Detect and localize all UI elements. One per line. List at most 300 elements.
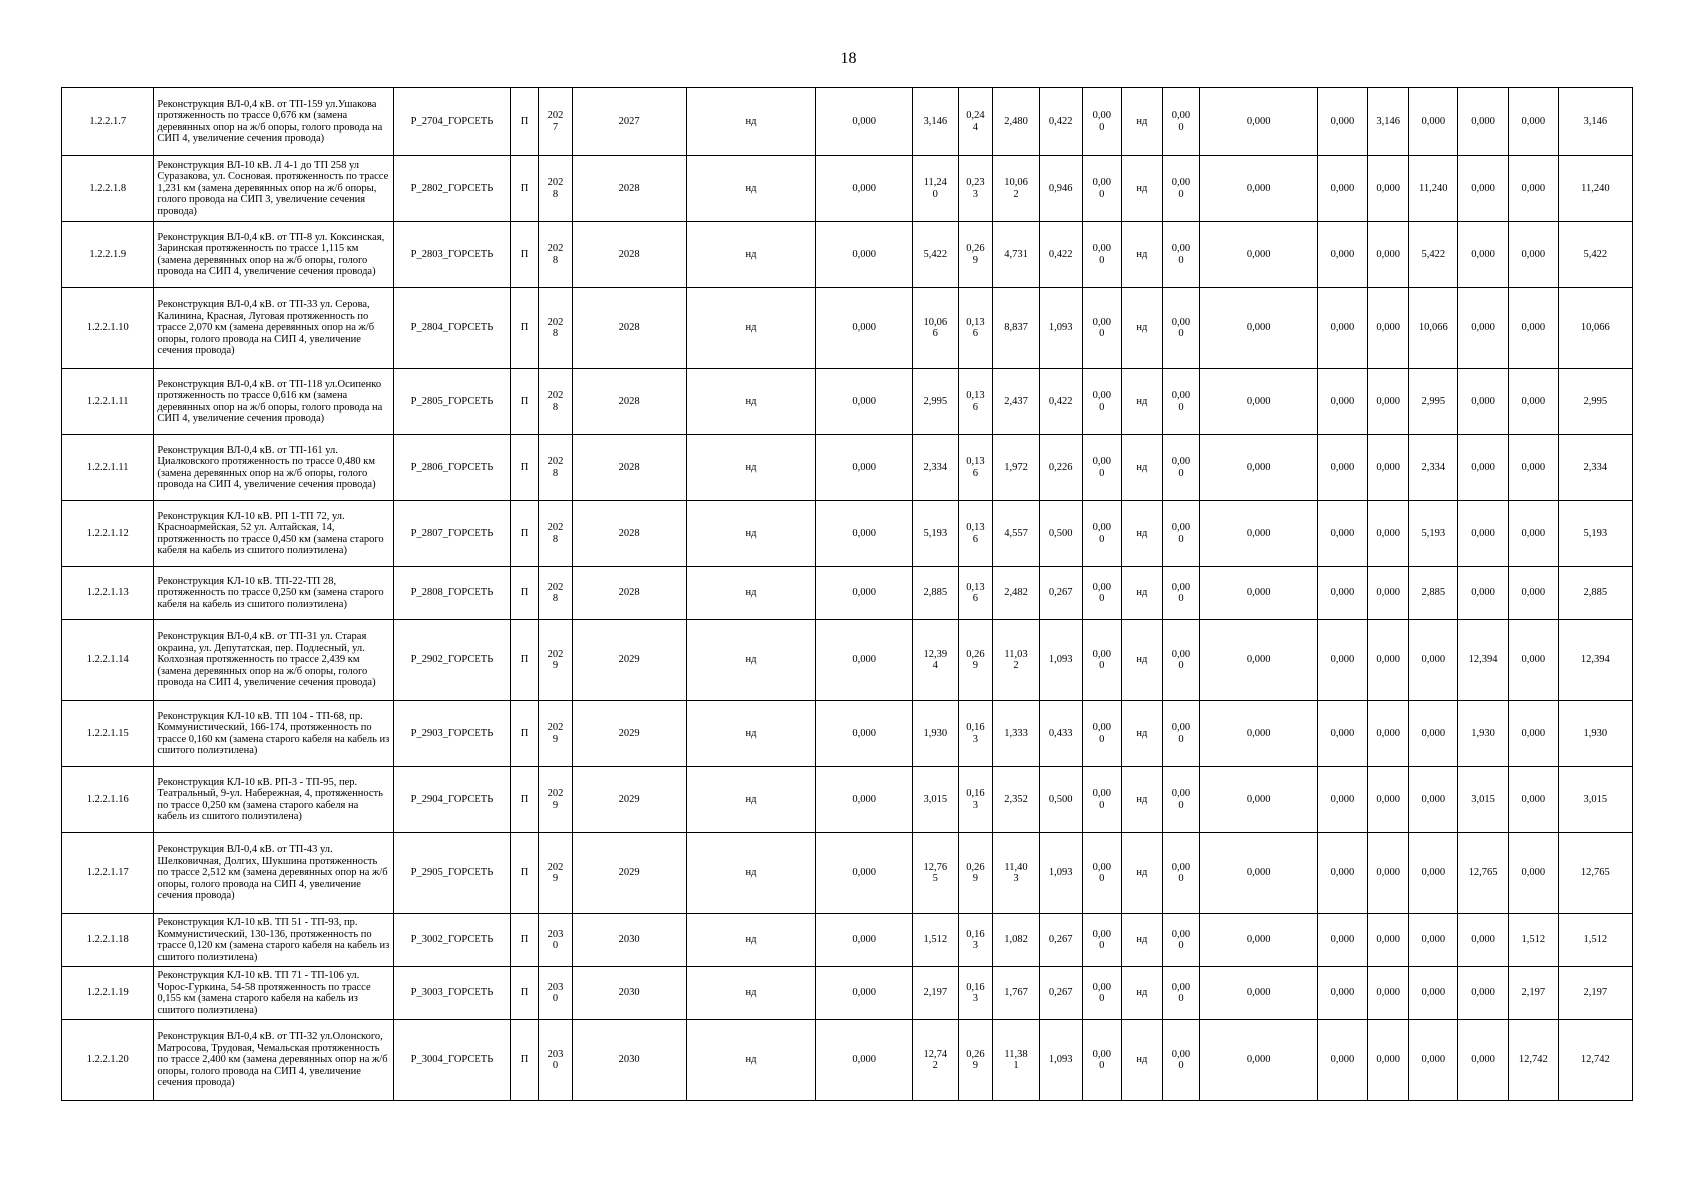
description-cell: Реконструкция ВЛ-0,4 кВ. от ТП-8 ул. Коксинская, Заринская протяженность по трассе 1,115 км (замена деревянных опор на ж/б опоры, голого провода на СИП 4, увеличение сечения провода) <box>154 222 394 288</box>
value-cell: 0,000 <box>1200 501 1318 567</box>
year-cell: 2028 <box>572 501 686 567</box>
value-cell: 11,03 2 <box>993 620 1040 701</box>
value-cell: 2,885 <box>1558 567 1632 620</box>
nd-cell: нд <box>1122 701 1163 767</box>
value-cell: 0,000 <box>1318 567 1368 620</box>
description-cell: Реконструкция КЛ-10 кВ. ТП 51 - ТП-93, пр. Коммунистический, 130-136, протяженность по трассе 0,120 км (замена старого кабеля на кабель из сшитого полиэтилена) <box>154 914 394 967</box>
value-cell: 0,00 0 <box>1162 620 1200 701</box>
value-cell: 1,093 <box>1039 833 1082 914</box>
value-cell: 0,000 <box>1508 88 1558 156</box>
description-cell: Реконструкция КЛ-10 кВ. ТП-22-ТП 28, протяженность по трассе 0,250 км (замена старого кабеля на кабель из сшитого полиэтилена) <box>154 567 394 620</box>
nd-cell: нд <box>1122 620 1163 701</box>
investment-table <box>61 87 1633 1101</box>
value-cell: 0,000 <box>1508 369 1558 435</box>
table-row <box>62 967 1633 1020</box>
description-cell: Реконструкция КЛ-10 кВ. РП 1-ТП 72, ул. Красноармейская, 52 ул. Алтайская, 14, протяженность по трассе 0,450 км (замена старого кабеля на кабель из сшитого полиэтилена) <box>154 501 394 567</box>
year-cell: 2028 <box>572 567 686 620</box>
table-row <box>62 567 1633 620</box>
year-cell: 202 9 <box>539 767 573 833</box>
description-cell: Реконструкция ВЛ-0,4 кВ. от ТП-161 ул. Циалковского протяженность по трассе 0,480 км (замена деревянных опор на ж/б опоры, голого провода на СИП 4, увеличение сечения провода) <box>154 435 394 501</box>
value-cell: 1,972 <box>993 435 1040 501</box>
status-cell: П <box>510 1020 538 1101</box>
status-cell: П <box>510 88 538 156</box>
value-cell: 0,000 <box>1458 967 1509 1020</box>
item-number-cell: 1.2.2.1.10 <box>62 288 154 369</box>
value-cell: 0,000 <box>816 567 912 620</box>
value-cell: 1,333 <box>993 701 1040 767</box>
value-cell: 0,16 3 <box>958 701 993 767</box>
value-cell: 2,885 <box>912 567 958 620</box>
status-cell: П <box>510 967 538 1020</box>
value-cell: 0,00 0 <box>1162 767 1200 833</box>
project-code-cell: P_2903_ГОРСЕТЬ <box>394 701 511 767</box>
value-cell: 0,000 <box>1318 156 1368 222</box>
nd-cell: нд <box>686 435 816 501</box>
item-number-cell: 1.2.2.1.13 <box>62 567 154 620</box>
value-cell: 0,000 <box>1409 88 1458 156</box>
table-row <box>62 620 1633 701</box>
value-cell: 0,000 <box>816 369 912 435</box>
table-row <box>62 222 1633 288</box>
value-cell: 0,000 <box>1318 288 1368 369</box>
item-number-cell: 1.2.2.1.7 <box>62 88 154 156</box>
value-cell: 0,000 <box>1367 288 1409 369</box>
nd-cell: нд <box>686 833 816 914</box>
value-cell: 0,000 <box>1409 833 1458 914</box>
description-cell: Реконструкция КЛ-10 кВ. ТП 104 - ТП-68, пр. Коммунистический, 166-174, протяженность по трассе 0,160 км (замена старого кабеля на кабель из сшитого полиэтилена) <box>154 701 394 767</box>
value-cell: 0,00 0 <box>1082 914 1122 967</box>
value-cell: 0,000 <box>816 620 912 701</box>
status-cell: П <box>510 567 538 620</box>
value-cell: 1,512 <box>912 914 958 967</box>
project-code-cell: P_2804_ГОРСЕТЬ <box>394 288 511 369</box>
value-cell: 0,000 <box>1318 914 1368 967</box>
value-cell: 10,06 6 <box>912 288 958 369</box>
value-cell: 0,000 <box>1367 767 1409 833</box>
value-cell: 0,433 <box>1039 701 1082 767</box>
value-cell: 0,000 <box>816 88 912 156</box>
value-cell: 0,00 0 <box>1082 1020 1122 1101</box>
nd-cell: нд <box>686 88 816 156</box>
nd-cell: нд <box>1122 288 1163 369</box>
value-cell: 0,000 <box>1367 369 1409 435</box>
description-cell: Реконструкция ВЛ-0,4 кВ. от ТП-159 ул.Ушакова протяженность по трассе 0,676 км (замена деревянных опор на ж/б опоры, голого провода на СИП 4, увеличение сечения провода) <box>154 88 394 156</box>
value-cell: 0,000 <box>1508 435 1558 501</box>
value-cell: 0,000 <box>816 914 912 967</box>
value-cell: 0,00 0 <box>1162 701 1200 767</box>
value-cell: 2,482 <box>993 567 1040 620</box>
value-cell: 5,193 <box>1409 501 1458 567</box>
value-cell: 0,000 <box>1200 914 1318 967</box>
nd-cell: нд <box>1122 967 1163 1020</box>
value-cell: 0,00 0 <box>1082 435 1122 501</box>
year-cell: 202 8 <box>539 567 573 620</box>
table-row <box>62 435 1633 501</box>
value-cell: 0,000 <box>816 222 912 288</box>
value-cell: 0,00 0 <box>1082 501 1122 567</box>
year-cell: 2028 <box>572 435 686 501</box>
value-cell: 0,000 <box>1409 914 1458 967</box>
value-cell: 4,731 <box>993 222 1040 288</box>
value-cell: 3,015 <box>912 767 958 833</box>
nd-cell: нд <box>1122 1020 1163 1101</box>
value-cell: 0,000 <box>1458 501 1509 567</box>
value-cell: 11,240 <box>1409 156 1458 222</box>
year-cell: 202 8 <box>539 501 573 567</box>
value-cell: 0,000 <box>1318 767 1368 833</box>
value-cell: 1,082 <box>993 914 1040 967</box>
value-cell: 0,000 <box>1409 967 1458 1020</box>
table-row <box>62 288 1633 369</box>
value-cell: 0,000 <box>1508 567 1558 620</box>
value-cell: 0,000 <box>1318 501 1368 567</box>
value-cell: 2,197 <box>912 967 958 1020</box>
value-cell: 0,000 <box>1367 620 1409 701</box>
value-cell: 0,946 <box>1039 156 1082 222</box>
table-row <box>62 701 1633 767</box>
value-cell: 5,422 <box>912 222 958 288</box>
value-cell: 0,00 0 <box>1162 833 1200 914</box>
description-cell: Реконструкция ВЛ-0,4 кВ. от ТП-33 ул. Серова, Калинина, Красная, Луговая протяженность по трассе 2,070 км (замена деревянных опор на ж/б опоры, голого провода на СИП 4, увеличение сечения провода) <box>154 288 394 369</box>
year-cell: 2030 <box>572 1020 686 1101</box>
value-cell: 12,74 2 <box>912 1020 958 1101</box>
nd-cell: нд <box>686 288 816 369</box>
value-cell: 0,000 <box>816 701 912 767</box>
value-cell: 0,00 0 <box>1162 501 1200 567</box>
nd-cell: нд <box>686 369 816 435</box>
value-cell: 11,24 0 <box>912 156 958 222</box>
value-cell: 0,000 <box>1409 767 1458 833</box>
item-number-cell: 1.2.2.1.15 <box>62 701 154 767</box>
value-cell: 0,000 <box>816 1020 912 1101</box>
year-cell: 2029 <box>572 620 686 701</box>
status-cell: П <box>510 767 538 833</box>
project-code-cell: P_2805_ГОРСЕТЬ <box>394 369 511 435</box>
value-cell: 0,16 3 <box>958 914 993 967</box>
nd-cell: нд <box>686 567 816 620</box>
item-number-cell: 1.2.2.1.19 <box>62 967 154 1020</box>
value-cell: 0,00 0 <box>1162 222 1200 288</box>
project-code-cell: P_3003_ГОРСЕТЬ <box>394 967 511 1020</box>
value-cell: 1,093 <box>1039 288 1082 369</box>
value-cell: 12,394 <box>1558 620 1632 701</box>
status-cell: П <box>510 156 538 222</box>
value-cell: 11,240 <box>1558 156 1632 222</box>
value-cell: 2,197 <box>1508 967 1558 1020</box>
year-cell: 2028 <box>572 222 686 288</box>
value-cell: 0,000 <box>1508 222 1558 288</box>
value-cell: 1,512 <box>1508 914 1558 967</box>
value-cell: 3,146 <box>1367 88 1409 156</box>
description-cell: Реконструкция КЛ-10 кВ. ТП 71 - ТП-106 ул. Чорос-Гуркина, 54-58 протяженность по трассе 0,155 км (замена старого кабеля на кабель из сшитого полиэтилена) <box>154 967 394 1020</box>
value-cell: 0,000 <box>1508 767 1558 833</box>
project-code-cell: P_3002_ГОРСЕТЬ <box>394 914 511 967</box>
project-code-cell: P_2803_ГОРСЕТЬ <box>394 222 511 288</box>
value-cell: 0,26 9 <box>958 620 993 701</box>
value-cell: 2,885 <box>1409 567 1458 620</box>
value-cell: 0,00 0 <box>1162 967 1200 1020</box>
value-cell: 0,000 <box>1200 156 1318 222</box>
value-cell: 0,00 0 <box>1082 222 1122 288</box>
value-cell: 0,000 <box>816 833 912 914</box>
table-row <box>62 501 1633 567</box>
value-cell: 1,930 <box>1558 701 1632 767</box>
item-number-cell: 1.2.2.1.11 <box>62 435 154 501</box>
value-cell: 0,000 <box>1367 701 1409 767</box>
value-cell: 3,146 <box>912 88 958 156</box>
nd-cell: нд <box>686 156 816 222</box>
status-cell: П <box>510 701 538 767</box>
value-cell: 0,13 6 <box>958 435 993 501</box>
nd-cell: нд <box>1122 914 1163 967</box>
value-cell: 0,000 <box>816 501 912 567</box>
value-cell: 2,995 <box>1409 369 1458 435</box>
value-cell: 11,40 3 <box>993 833 1040 914</box>
value-cell: 0,000 <box>1318 1020 1368 1101</box>
project-code-cell: P_2904_ГОРСЕТЬ <box>394 767 511 833</box>
value-cell: 5,422 <box>1558 222 1632 288</box>
value-cell: 0,422 <box>1039 369 1082 435</box>
value-cell: 0,26 9 <box>958 222 993 288</box>
value-cell: 12,742 <box>1508 1020 1558 1101</box>
year-cell: 202 8 <box>539 435 573 501</box>
value-cell: 0,000 <box>1200 967 1318 1020</box>
value-cell: 0,000 <box>1318 967 1368 1020</box>
value-cell: 0,000 <box>1458 914 1509 967</box>
value-cell: 0,000 <box>1508 288 1558 369</box>
value-cell: 1,093 <box>1039 620 1082 701</box>
item-number-cell: 1.2.2.1.14 <box>62 620 154 701</box>
nd-cell: нд <box>1122 435 1163 501</box>
value-cell: 0,000 <box>1318 833 1368 914</box>
value-cell: 0,000 <box>1200 435 1318 501</box>
description-cell: Реконструкция ВЛ-10 кВ. Л 4-1 до ТП 258 ул Суразакова, ул. Сосновая. протяженность по трассе 1,231 км (замена деревянных опор на ж/б опоры, голого провода на СИП 3, увеличение сечения провода) <box>154 156 394 222</box>
value-cell: 2,995 <box>912 369 958 435</box>
value-cell: 2,197 <box>1558 967 1632 1020</box>
year-cell: 203 0 <box>539 967 573 1020</box>
description-cell: Реконструкция ВЛ-0,4 кВ. от ТП-32 ул.Олонского, Матросова, Трудовая, Чемальская протяженность по трассе 2,400 км (замена деревянных опор на ж/б опоры, голого провода на СИП 4, увеличение сечения провода) <box>154 1020 394 1101</box>
value-cell: 0,00 0 <box>1082 967 1122 1020</box>
value-cell: 0,00 0 <box>1162 435 1200 501</box>
value-cell: 0,23 3 <box>958 156 993 222</box>
value-cell: 0,000 <box>816 288 912 369</box>
table-row <box>62 369 1633 435</box>
year-cell: 202 8 <box>539 156 573 222</box>
nd-cell: нд <box>1122 767 1163 833</box>
value-cell: 12,742 <box>1558 1020 1632 1101</box>
value-cell: 0,000 <box>1200 767 1318 833</box>
value-cell: 0,000 <box>1367 567 1409 620</box>
year-cell: 203 0 <box>539 914 573 967</box>
value-cell: 0,000 <box>1318 435 1368 501</box>
value-cell: 0,000 <box>1508 701 1558 767</box>
value-cell: 12,394 <box>1458 620 1509 701</box>
value-cell: 2,437 <box>993 369 1040 435</box>
nd-cell: нд <box>686 914 816 967</box>
description-cell: Реконструкция ВЛ-0,4 кВ. от ТП-118 ул.Осипенко протяженность по трассе 0,616 км (замена деревянных опор на ж/б опоры, голого провода на СИП 4, увеличение сечения провода) <box>154 369 394 435</box>
value-cell: 0,000 <box>816 156 912 222</box>
year-cell: 202 8 <box>539 288 573 369</box>
value-cell: 1,512 <box>1558 914 1632 967</box>
year-cell: 2029 <box>572 767 686 833</box>
year-cell: 202 9 <box>539 701 573 767</box>
value-cell: 10,06 2 <box>993 156 1040 222</box>
value-cell: 0,000 <box>1318 222 1368 288</box>
status-cell: П <box>510 501 538 567</box>
nd-cell: нд <box>1122 88 1163 156</box>
value-cell: 0,000 <box>1458 222 1509 288</box>
table-row <box>62 833 1633 914</box>
page-number: 18 <box>840 50 857 67</box>
value-cell: 0,000 <box>1508 501 1558 567</box>
description-cell: Реконструкция КЛ-10 кВ. РП-3 - ТП-95, пер. Театральный, 9-ул. Набережная, 4, протяженность по трассе 0,250 км (замена старого кабеля на кабель из сшитого полиэтилена) <box>154 767 394 833</box>
value-cell: 0,000 <box>1318 88 1368 156</box>
value-cell: 12,39 4 <box>912 620 958 701</box>
value-cell: 0,267 <box>1039 914 1082 967</box>
value-cell: 5,193 <box>912 501 958 567</box>
value-cell: 12,765 <box>1558 833 1632 914</box>
nd-cell: нд <box>686 501 816 567</box>
value-cell: 0,000 <box>1458 567 1509 620</box>
item-number-cell: 1.2.2.1.12 <box>62 501 154 567</box>
value-cell: 0,00 0 <box>1162 288 1200 369</box>
value-cell: 0,000 <box>1367 156 1409 222</box>
value-cell: 0,13 6 <box>958 288 993 369</box>
value-cell: 0,13 6 <box>958 369 993 435</box>
value-cell: 0,000 <box>1458 288 1509 369</box>
value-cell: 10,066 <box>1409 288 1458 369</box>
table-row <box>62 914 1633 967</box>
value-cell: 0,00 0 <box>1082 701 1122 767</box>
value-cell: 12,76 5 <box>912 833 958 914</box>
value-cell: 0,13 6 <box>958 501 993 567</box>
year-cell: 2029 <box>572 833 686 914</box>
value-cell: 2,334 <box>1558 435 1632 501</box>
description-cell: Реконструкция ВЛ-0,4 кВ. от ТП-43 ул. Шелковичная, Долгих, Шукшина протяженность по трассе 2,512 км (замена деревянных опор на ж/б опоры, голого провода на СИП 4, увеличение сечения провода) <box>154 833 394 914</box>
value-cell: 0,16 3 <box>958 767 993 833</box>
value-cell: 2,334 <box>1409 435 1458 501</box>
value-cell: 0,00 0 <box>1162 156 1200 222</box>
value-cell: 0,000 <box>1200 288 1318 369</box>
nd-cell: нд <box>1122 567 1163 620</box>
value-cell: 0,000 <box>1367 967 1409 1020</box>
value-cell: 1,093 <box>1039 1020 1082 1101</box>
nd-cell: нд <box>686 967 816 1020</box>
value-cell: 0,13 6 <box>958 567 993 620</box>
year-cell: 202 8 <box>539 369 573 435</box>
value-cell: 8,837 <box>993 288 1040 369</box>
status-cell: П <box>510 620 538 701</box>
item-number-cell: 1.2.2.1.8 <box>62 156 154 222</box>
value-cell: 5,193 <box>1558 501 1632 567</box>
item-number-cell: 1.2.2.1.17 <box>62 833 154 914</box>
value-cell: 0,000 <box>1318 701 1368 767</box>
value-cell: 0,24 4 <box>958 88 993 156</box>
value-cell: 0,000 <box>1367 1020 1409 1101</box>
value-cell: 0,000 <box>816 767 912 833</box>
value-cell: 5,422 <box>1409 222 1458 288</box>
value-cell: 0,226 <box>1039 435 1082 501</box>
project-code-cell: P_2802_ГОРСЕТЬ <box>394 156 511 222</box>
value-cell: 12,765 <box>1458 833 1509 914</box>
year-cell: 2030 <box>572 967 686 1020</box>
nd-cell: нд <box>1122 833 1163 914</box>
value-cell: 0,000 <box>1200 620 1318 701</box>
value-cell: 0,00 0 <box>1162 1020 1200 1101</box>
value-cell: 0,00 0 <box>1162 567 1200 620</box>
nd-cell: нд <box>1122 156 1163 222</box>
item-number-cell: 1.2.2.1.9 <box>62 222 154 288</box>
project-code-cell: P_2806_ГОРСЕТЬ <box>394 435 511 501</box>
value-cell: 0,000 <box>1409 620 1458 701</box>
year-cell: 203 0 <box>539 1020 573 1101</box>
nd-cell: нд <box>686 620 816 701</box>
nd-cell: нд <box>1122 369 1163 435</box>
value-cell: 0,000 <box>1200 833 1318 914</box>
year-cell: 202 9 <box>539 620 573 701</box>
value-cell: 0,000 <box>1508 620 1558 701</box>
value-cell: 0,000 <box>1367 501 1409 567</box>
value-cell: 0,000 <box>1367 833 1409 914</box>
value-cell: 0,000 <box>1508 833 1558 914</box>
item-number-cell: 1.2.2.1.20 <box>62 1020 154 1101</box>
value-cell: 0,000 <box>1200 1020 1318 1101</box>
status-cell: П <box>510 222 538 288</box>
project-code-cell: P_2905_ГОРСЕТЬ <box>394 833 511 914</box>
value-cell: 0,00 0 <box>1162 369 1200 435</box>
value-cell: 0,000 <box>1458 435 1509 501</box>
value-cell: 0,000 <box>1458 1020 1509 1101</box>
project-code-cell: P_2704_ГОРСЕТЬ <box>394 88 511 156</box>
table-row <box>62 88 1633 156</box>
status-cell: П <box>510 833 538 914</box>
value-cell: 0,000 <box>1367 435 1409 501</box>
value-cell: 0,267 <box>1039 567 1082 620</box>
year-cell: 202 7 <box>539 88 573 156</box>
value-cell: 0,000 <box>1367 914 1409 967</box>
value-cell: 2,480 <box>993 88 1040 156</box>
table-row <box>62 767 1633 833</box>
value-cell: 2,352 <box>993 767 1040 833</box>
value-cell: 1,767 <box>993 967 1040 1020</box>
value-cell: 0,000 <box>1367 222 1409 288</box>
item-number-cell: 1.2.2.1.11 <box>62 369 154 435</box>
value-cell: 0,000 <box>1200 701 1318 767</box>
nd-cell: нд <box>686 1020 816 1101</box>
status-cell: П <box>510 914 538 967</box>
value-cell: 10,066 <box>1558 288 1632 369</box>
value-cell: 0,000 <box>1318 620 1368 701</box>
value-cell: 0,00 0 <box>1082 620 1122 701</box>
value-cell: 1,930 <box>1458 701 1509 767</box>
nd-cell: нд <box>686 222 816 288</box>
project-code-cell: P_3004_ГОРСЕТЬ <box>394 1020 511 1101</box>
value-cell: 0,00 0 <box>1082 833 1122 914</box>
value-cell: 3,146 <box>1558 88 1632 156</box>
value-cell: 0,00 0 <box>1082 288 1122 369</box>
year-cell: 202 8 <box>539 222 573 288</box>
value-cell: 2,995 <box>1558 369 1632 435</box>
value-cell: 0,000 <box>1458 369 1509 435</box>
value-cell: 0,000 <box>816 967 912 1020</box>
status-cell: П <box>510 369 538 435</box>
year-cell: 2030 <box>572 914 686 967</box>
project-code-cell: P_2808_ГОРСЕТЬ <box>394 567 511 620</box>
value-cell: 0,000 <box>1458 88 1509 156</box>
year-cell: 2028 <box>572 369 686 435</box>
value-cell: 0,16 3 <box>958 967 993 1020</box>
value-cell: 11,38 1 <box>993 1020 1040 1101</box>
